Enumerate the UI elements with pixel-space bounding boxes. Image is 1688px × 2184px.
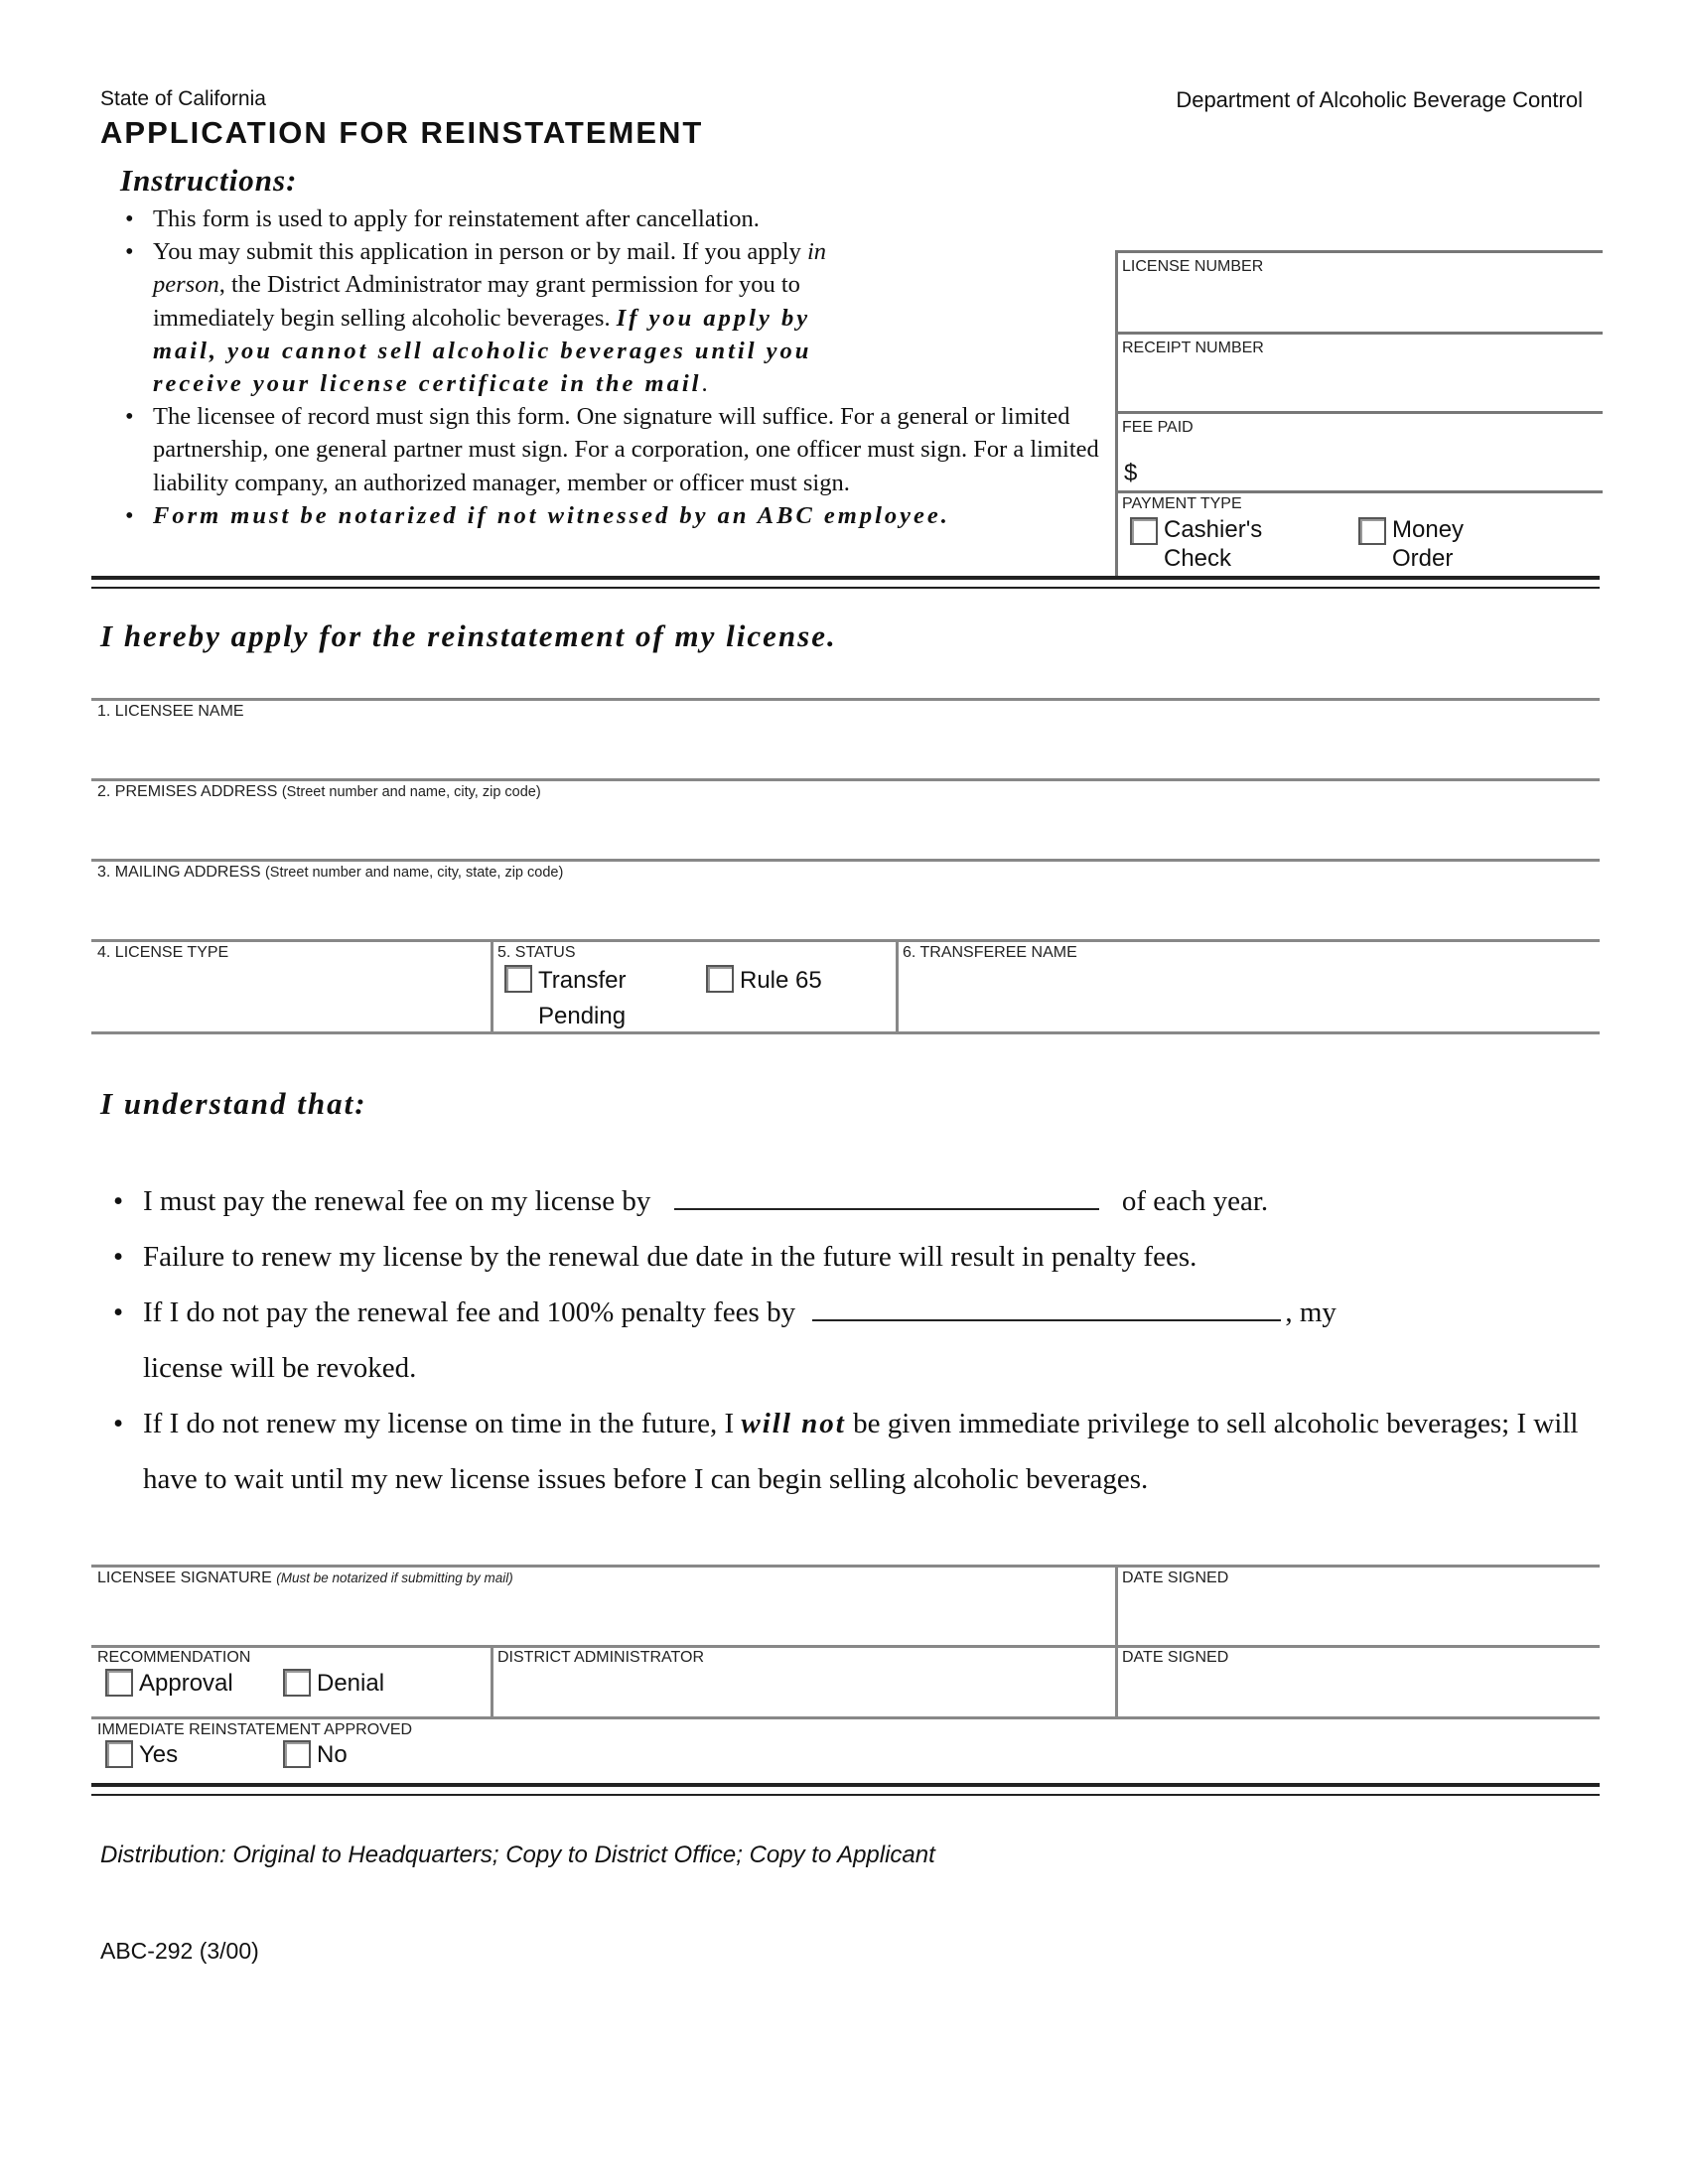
receipt-number-field[interactable] [1118, 332, 1603, 414]
understand-item [111, 1229, 1601, 1285]
premises-address-label-text: 2. PREMISES ADDRESS [97, 783, 278, 800]
divider-line [91, 1031, 1600, 1034]
license-type-field[interactable] [91, 942, 489, 1029]
premises-address-hint: (Street number and name, city, zip code) [281, 784, 541, 800]
licensee-signature-field[interactable] [91, 1568, 1113, 1645]
yes-label: Yes [139, 1741, 179, 1768]
divider-vertical [1115, 1565, 1118, 1716]
fee-paid-field[interactable] [1118, 411, 1603, 493]
instruction-item [119, 499, 1102, 532]
office-use-box [1115, 250, 1603, 576]
understand-text: license will be revoked. [143, 1352, 417, 1384]
no-checkbox[interactable] [283, 1740, 311, 1768]
status-rule65-option[interactable] [706, 963, 822, 999]
rule65-checkbox[interactable] [706, 965, 734, 993]
form-number: ABC-292 (3/00) [100, 1938, 259, 1964]
understand-text: , my [1285, 1297, 1336, 1328]
immediate-reinstatement-label: IMMEDIATE REINSTATEMENT APPROVED [97, 1721, 413, 1738]
transfer-pending-line1: Transfer [538, 967, 627, 994]
cashiers-check-checkbox[interactable] [1130, 517, 1158, 545]
instructions-heading: Instructions: [120, 163, 298, 198]
instructions-list [119, 203, 1102, 532]
bullet: • [125, 238, 134, 266]
money-order-option[interactable] [1358, 515, 1464, 573]
money-order-label [1392, 515, 1464, 573]
recommendation-label: RECOMMENDATION [97, 1649, 251, 1666]
understand-text: Failure to renew my license by the renewal due date in the future will result in penalty fees. [143, 1241, 1197, 1273]
date-signed-label-2: DATE SIGNED [1122, 1649, 1229, 1666]
denial-label: Denial [317, 1670, 385, 1697]
transfer-pending-label [538, 963, 626, 1034]
licensee-signature-label-text: LICENSEE SIGNATURE [97, 1570, 272, 1586]
instruction-emphasis: in person [153, 238, 827, 299]
distribution-note: Distribution: Original to Headquarters; Copy to District Office; Copy to Applicant [100, 1842, 935, 1868]
yes-option[interactable] [105, 1740, 178, 1769]
yes-checkbox[interactable] [105, 1740, 133, 1768]
approval-checkbox[interactable] [105, 1669, 133, 1697]
instruction-item [119, 400, 1102, 499]
divider-vertical [491, 1645, 493, 1716]
instruction-text-block [153, 235, 828, 400]
understand-text: I must pay the renewal fee on my license by [143, 1185, 651, 1217]
payment-type-field [1118, 490, 1603, 579]
money-order-line2: Order [1392, 545, 1454, 572]
cashiers-check-option[interactable] [1130, 515, 1262, 573]
bullet: • [113, 1297, 124, 1328]
licensee-name-field[interactable] [91, 701, 1600, 778]
status-transfer-pending-option[interactable] [504, 963, 626, 1034]
instruction-text: This form is used to apply for reinstatement after cancellation. [153, 205, 760, 232]
money-order-checkbox[interactable] [1358, 517, 1386, 545]
license-number-field[interactable] [1118, 250, 1603, 333]
bullet: • [113, 1408, 124, 1439]
understand-item [111, 1396, 1601, 1507]
mailing-address-field[interactable] [91, 862, 1600, 939]
bullet: • [113, 1241, 124, 1273]
mailing-address-hint: (Street number and name, city, state, zip code) [264, 865, 564, 881]
department-label: Department of Alcoholic Beverage Control [1176, 87, 1583, 112]
divider-double-rule [91, 576, 1600, 589]
no-label: No [317, 1741, 348, 1768]
licensee-name-label: 1. LICENSEE NAME [97, 703, 244, 720]
understand-text: of each year. [1121, 1185, 1269, 1217]
bullet: • [125, 205, 134, 232]
transferee-name-field[interactable] [900, 942, 1600, 1029]
understand-item [111, 1285, 1601, 1396]
understand-emphasis: will not [741, 1408, 846, 1439]
instruction-item [119, 203, 1102, 235]
fee-currency: $ [1124, 460, 1138, 486]
understand-item [111, 1173, 1601, 1229]
date-signed-field[interactable] [1119, 1568, 1600, 1645]
understand-list [111, 1173, 1601, 1507]
date-signed-label: DATE SIGNED [1122, 1570, 1229, 1586]
cashiers-check-line1: Cashier's [1164, 516, 1263, 543]
apply-heading: I hereby apply for the reinstatement of my license. [100, 618, 837, 653]
cashiers-check-label [1164, 515, 1262, 573]
instruction-warning: If you apply by mail, you cannot sell alcoholic beverages until you receive your license certificate in the mail [153, 304, 812, 398]
no-option[interactable] [283, 1740, 348, 1769]
penalty-date-blank[interactable] [812, 1290, 1281, 1321]
understand-text: be given immediate privilege to sell alcoholic beverages; I will have to wait until my new license issues before I can begin selling alcoholic beverages. [143, 1408, 1579, 1495]
denial-checkbox[interactable] [283, 1669, 311, 1697]
mailing-address-label-text: 3. MAILING ADDRESS [97, 864, 261, 881]
transfer-pending-line2: Pending [538, 1003, 627, 1029]
understand-text: If I do not renew my license on time in the future, I [143, 1408, 742, 1439]
state-label: State of California [100, 87, 266, 110]
license-type-label: 4. LICENSE TYPE [97, 944, 229, 961]
understand-text: If I do not pay the renewal fee and 100% penalty fees by [143, 1297, 796, 1328]
bullet: • [113, 1185, 124, 1217]
divider-vertical [896, 939, 899, 1031]
instruction-text: , the District Administrator may grant permission for you to immediately begin selling alcoholic beverages. [153, 271, 800, 332]
licensee-signature-hint: (Must be notarized if submitting by mail) [276, 1570, 513, 1585]
payment-type-label: PAYMENT TYPE [1122, 495, 1242, 512]
renewal-date-blank[interactable] [674, 1178, 1099, 1210]
instruction-item [119, 235, 1102, 400]
approval-label: Approval [139, 1670, 233, 1697]
divider-vertical [491, 939, 493, 1031]
district-administrator-label: DISTRICT ADMINISTRATOR [497, 1649, 705, 1666]
bullet: • [125, 403, 134, 431]
instruction-text: The licensee of record must sign this form. One signature will suffice. For a general or limited partnership, one general partner must sign. For a corporation, one officer must sign. For a limited liability company, an authorized manager, member or officer must sign. [153, 403, 1099, 496]
instruction-text: . [701, 370, 708, 398]
denial-option[interactable] [283, 1669, 384, 1698]
bullet: • [125, 501, 134, 529]
transfer-pending-checkbox[interactable] [504, 965, 532, 993]
fee-paid-label: FEE PAID [1122, 419, 1194, 436]
premises-address-field[interactable] [91, 781, 1600, 859]
instruction-warning: Form must be notarized if not witnessed by an ABC employee. [153, 501, 950, 529]
date-signed-field-2[interactable] [1119, 1648, 1600, 1715]
money-order-line1: Money [1392, 516, 1465, 543]
form-title: APPLICATION FOR REINSTATEMENT [100, 115, 704, 150]
transferee-name-label: 6. TRANSFEREE NAME [903, 944, 1077, 961]
divider-line [91, 1716, 1600, 1719]
receipt-number-label: RECEIPT NUMBER [1122, 340, 1264, 356]
district-administrator-field[interactable] [494, 1648, 1113, 1715]
approval-option[interactable] [105, 1669, 233, 1698]
instruction-text: You may submit this application in person or by mail. If you apply [153, 238, 807, 266]
rule65-label: Rule 65 [740, 967, 822, 994]
understand-heading: I understand that: [100, 1086, 367, 1121]
divider-double-rule [91, 1783, 1600, 1796]
license-number-label: LICENSE NUMBER [1122, 258, 1264, 275]
cashiers-check-line2: Check [1164, 545, 1232, 572]
status-label: 5. STATUS [497, 944, 576, 961]
